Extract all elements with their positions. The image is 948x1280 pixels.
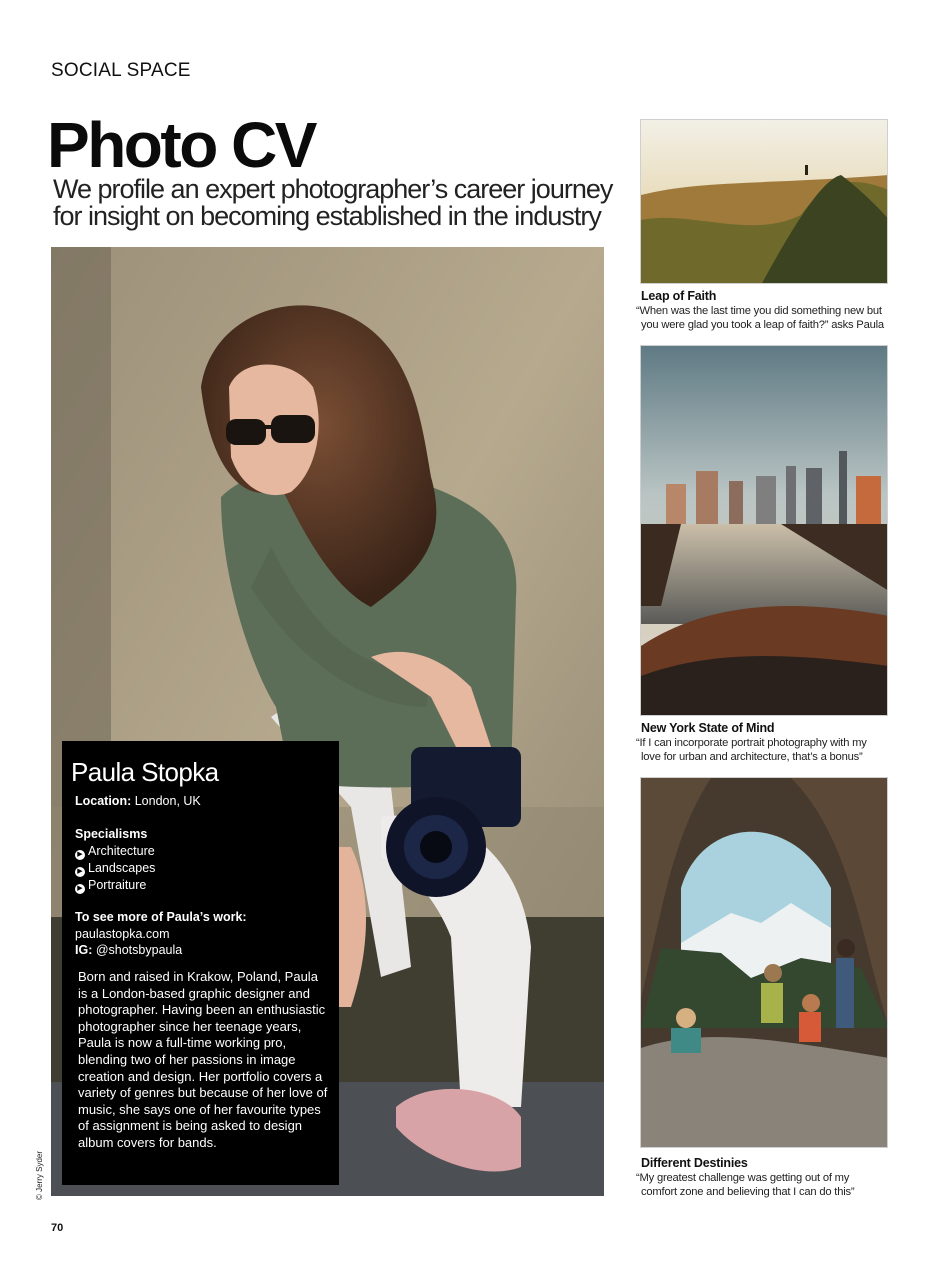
specialism-item: ▶ Architecture: [75, 844, 155, 858]
page-number: 70: [51, 1222, 64, 1234]
specialisms-block: [75, 826, 155, 894]
caption-title: Leap of Faith: [641, 289, 717, 303]
subtitle-line-2: for insight on becoming established in the industry: [53, 201, 601, 231]
links-block: [75, 909, 247, 959]
website-link[interactable]: paulastopka.com: [75, 926, 170, 941]
specialisms-label: Specialisms: [75, 827, 148, 841]
caption-text: “My greatest challenge was getting out of my comfort zone and believing that I can do this”: [636, 1172, 855, 1198]
bio-text: Born and raised in Krakow, Poland, Paula is a London-based graphic designer and photographer. Having been an enthusiastic photographer since her teenage years, Paula is now a full-time working pro, blending two of her passions in image creation and design. Her portfolio covers a variety of genres but because of her love of music, she says one of her favourite types of assignment is being asked to design album covers for bands.: [78, 969, 328, 1150]
caption-title: New York State of Mind: [641, 721, 775, 735]
caption-text: “If I can incorporate portrait photography with my love for urban and architecture, that’s a bonus”: [636, 737, 867, 763]
caption-title: Different Destinies: [641, 1156, 748, 1170]
location-line: [75, 793, 201, 810]
more-work-label: To see more of Paula’s work:: [75, 910, 247, 924]
specialism-item: ▶ Portraiture: [75, 878, 146, 892]
location-value: London, UK: [134, 794, 201, 808]
instagram-handle[interactable]: @shotsbypaula: [95, 943, 183, 958]
location-label: Location:: [75, 794, 132, 808]
caption-text: “When was the last time you did something new but you were glad you took a leap of faith?” asks Paula: [636, 305, 884, 331]
page-title: Photo CV: [47, 109, 315, 181]
subtitle-line-1: We profile an expert photographer’s career journey: [53, 174, 613, 204]
ig-label: IG:: [75, 943, 93, 958]
profile-box: [62, 741, 339, 1185]
arrow-bullet-icon: ▶: [75, 850, 85, 860]
arrow-bullet-icon: ▶: [75, 884, 85, 894]
arrow-bullet-icon: ▶: [75, 867, 85, 877]
page-subtitle: [53, 176, 613, 230]
photo-different-destinies: [640, 777, 888, 1148]
photo-leap-of-faith: [640, 119, 888, 284]
photo-credit: © Jerry Syder: [35, 1150, 44, 1200]
photo-new-york-state-of-mind: [640, 345, 888, 716]
profile-name: Paula Stopka: [71, 757, 219, 787]
section-label: SOCIAL SPACE: [51, 60, 191, 81]
specialism-item: ▶ Landscapes: [75, 861, 155, 875]
